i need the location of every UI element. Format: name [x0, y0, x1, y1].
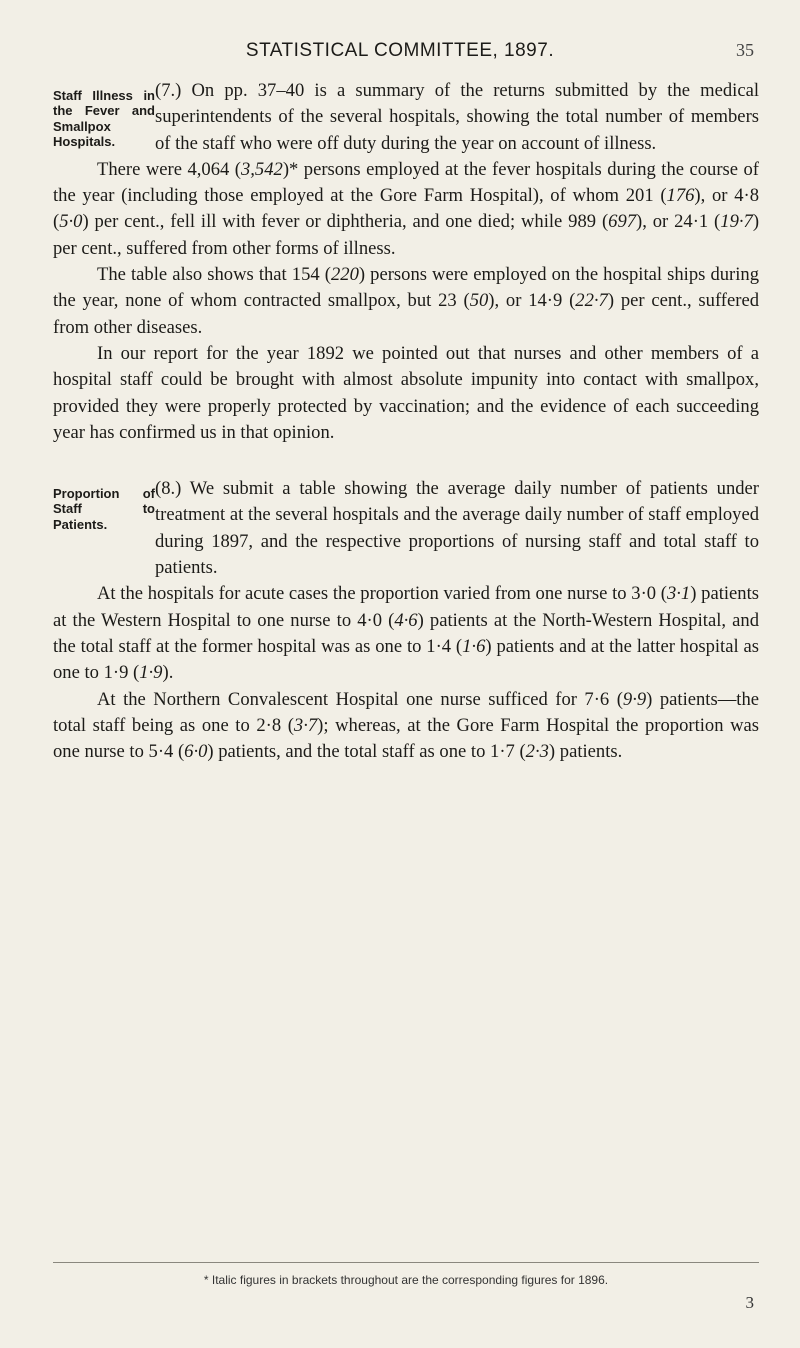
paragraph-convalescent: At the Northern Convalescent Hospital one nurse sufficed for 7·6 (9·9) patients—the total staff being as one to 2·8 (3·7); whereas, at the Gore Farm Hospital the proportion was one nurse to 5·4 (6·0) patients, and the total staff as one to 1·7 (2·3) patients. — [53, 688, 759, 763]
footnote: * Italic figures in brackets throughout are the corresponding figures for 1896. — [203, 1273, 609, 1287]
paragraph-fever-staff: There were 4,064 (3,542)* persons employed at the fever hospitals during the course of the year (including those employed at the Gore Farm Hospital), of whom 201 (176), or 4·8 (5·0) per cent., fell ill with fever or diphtheria, and one died; while 989 (697), or 24·1 (19·7) per cent., suffered from other forms of illness. — [53, 158, 760, 259]
running-head: STATISTICAL COMMITTEE, 1897. — [245, 40, 555, 61]
page-number: 35 — [736, 40, 754, 60]
paragraph-8-intro: (8.) We submit a table showing the average daily number of patients under treatment at the several hospitals and the average daily number of staff employed during 1897, and the respective proportions of nursing staff and total staff to patients. — [155, 478, 759, 579]
section-7 — [53, 78, 759, 157]
paragraph-7-intro: (7.) On pp. 37–40 is a summary of the returns submitted by the medical superintendents of the several hospitals, showing the total number of members of the staff who were off duty during the year on account of illness. — [155, 80, 759, 154]
section-gap — [53, 446, 759, 476]
sidenote-proportion: Proportion of Staff to Patients. — [53, 486, 155, 532]
paragraph-vaccination: In our report for the year 1892 we pointed out that nurses and other members of a hospital staff could be brought with almost absolute impunity into contact with smallpox, provided they were properly protected by vaccination; and the evidence of each succeeding year has confirmed us in that opinion. — [53, 342, 759, 443]
paragraph-acute-hospitals: At the hospitals for acute cases the proportion varied from one nurse to 3·0 (3·1) patients at the Western Hospital to one nurse to 4·0 (4·6) patients at the North-Western Hospital, and the total staff at the former hospital was as one to 1·4 (1·6) patients and at the latter hospital as one to 1·9 (1·9). — [53, 583, 759, 684]
paragraph-hospital-ships: The table also shows that 154 (220) persons were employed on the hospital ships during the year, none of whom contracted smallpox, but 23 (50), or 14·9 (22·7) per cent., suffered from other diseases. — [53, 264, 760, 338]
footnote-rule — [53, 1262, 759, 1263]
section-8 — [53, 476, 759, 581]
section-7-opening — [155, 78, 759, 157]
sidenote-staff-illness: Staff Illness in the Fever and Smallpox Hospitals. — [53, 88, 155, 149]
body-text — [53, 78, 759, 765]
signature-mark: 3 — [745, 1293, 754, 1312]
section-8-opening — [155, 476, 759, 581]
